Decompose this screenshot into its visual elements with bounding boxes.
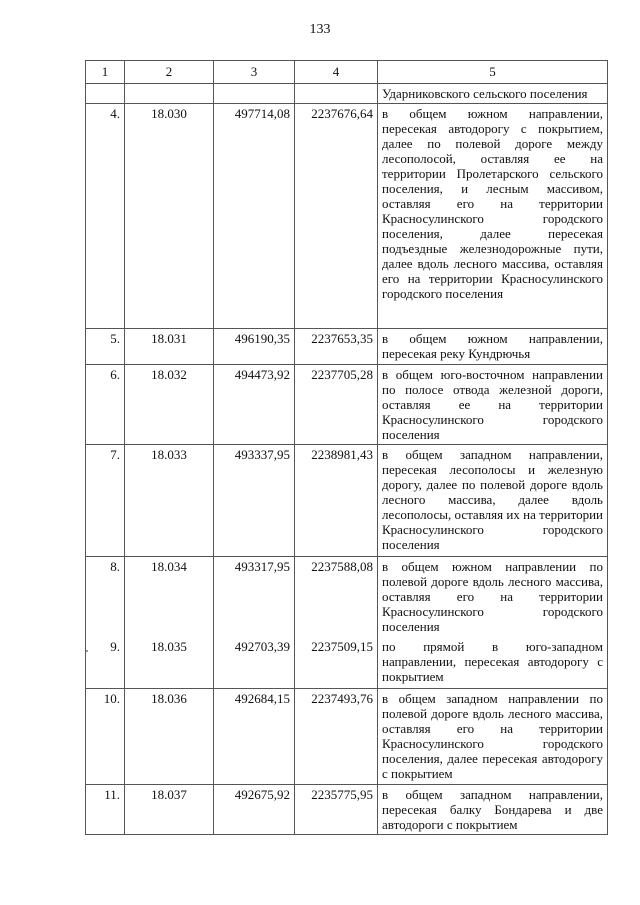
- coord-x: 497714,08: [214, 104, 295, 329]
- description-cell: в общем западном направлении по полевой дороге вдоль лесного массива, оставляя его на территории Красносулинского городского поселения, далее пересекая автодорогу с покрытием: [378, 689, 608, 785]
- header-cell: 1: [86, 61, 125, 84]
- coord-y: 2238981,43: [295, 445, 378, 557]
- boundary-table: [85, 60, 608, 835]
- point-code: 18.032: [125, 365, 214, 445]
- coord-y: 2237676,64: [295, 104, 378, 329]
- coord-x: 492703,39: [214, 637, 295, 689]
- point-code: 18.037: [125, 785, 214, 835]
- description-cell: в общем южном направлении по полевой дороге вдоль лесного массива, оставляя его на территории Красносулинского городского поселения: [378, 557, 608, 637]
- row-number: 8.: [86, 557, 125, 637]
- coord-x: 493337,95: [214, 445, 295, 557]
- row-number: 11.: [86, 785, 125, 835]
- point-code: 18.034: [125, 557, 214, 637]
- coord-x: 496190,35: [214, 329, 295, 365]
- coord-x: 492684,15: [214, 689, 295, 785]
- row-number: 9.: [86, 637, 125, 689]
- coord-y: 2237509,15: [295, 637, 378, 689]
- table-row: [86, 365, 608, 445]
- description-cell: Ударниковского сельского поселения: [378, 84, 608, 104]
- description-cell: в общем западном направлении, пересекая лесополосы и железную дорогу, далее по полевой дороге вдоль лесного массива, далее вдоль лесополосы, оставляя их на территории Красносулинского городского поселения: [378, 445, 608, 557]
- description-cell: в общем южном направлении, пересекая автодорогу с покрытием, далее по полевой дороге между лесополосой, оставляя ее на территории Пролетарского сельского поселения, и лесным массивом, оставляя его на территории Красносулинского городского поселения, далее пересекая подъездные железнодорожные пути, далее вдоль лесного массива, оставляя его на территории Красносулинского городского поселения: [378, 104, 608, 329]
- point-code: 18.030: [125, 104, 214, 329]
- coord-y: 2237588,08: [295, 557, 378, 637]
- description-cell: в общем юго-восточном направлении по полосе отвода железной дороги, оставляя ее на территории Красносулинского городского поселения: [378, 365, 608, 445]
- header-cell: 2: [125, 61, 214, 84]
- point-code: 18.035: [125, 637, 214, 689]
- table-row: [86, 557, 608, 637]
- coord-y: 2237705,28: [295, 365, 378, 445]
- description-cell: в общем западном направлении, пересекая балку Бондарева и две автодороги с покрытием: [378, 785, 608, 835]
- table-row: [86, 785, 608, 835]
- description-cell: по прямой в юго-западном направлении, пересекая автодорогу с покрытием: [378, 637, 608, 689]
- coord-x: 494473,92: [214, 365, 295, 445]
- table-row: [86, 104, 608, 329]
- point-code: 18.031: [125, 329, 214, 365]
- table-row: [86, 329, 608, 365]
- header-row: [86, 61, 608, 84]
- row-number: 10.: [86, 689, 125, 785]
- description-cell: в общем южном направлении, пересекая реку Кундрючья: [378, 329, 608, 365]
- coord-y: 2237653,35: [295, 329, 378, 365]
- continuation-row: [86, 84, 608, 104]
- coord-x: 492675,92: [214, 785, 295, 835]
- page-number: 133: [309, 22, 331, 37]
- point-code: 18.036: [125, 689, 214, 785]
- point-code: 18.033: [125, 445, 214, 557]
- header-cell: 3: [214, 61, 295, 84]
- table-row: [86, 637, 608, 689]
- coord-y: 2237493,76: [295, 689, 378, 785]
- row-number: 7.: [86, 445, 125, 557]
- row-number: 5.: [86, 329, 125, 365]
- coord-x: 493317,95: [214, 557, 295, 637]
- table-row: [86, 689, 608, 785]
- header-cell: 4: [295, 61, 378, 84]
- row-number: 4.: [86, 104, 125, 329]
- row-number: 6.: [86, 365, 125, 445]
- header-cell: 5: [378, 61, 608, 84]
- table-row: [86, 445, 608, 557]
- coord-y: 2235775,95: [295, 785, 378, 835]
